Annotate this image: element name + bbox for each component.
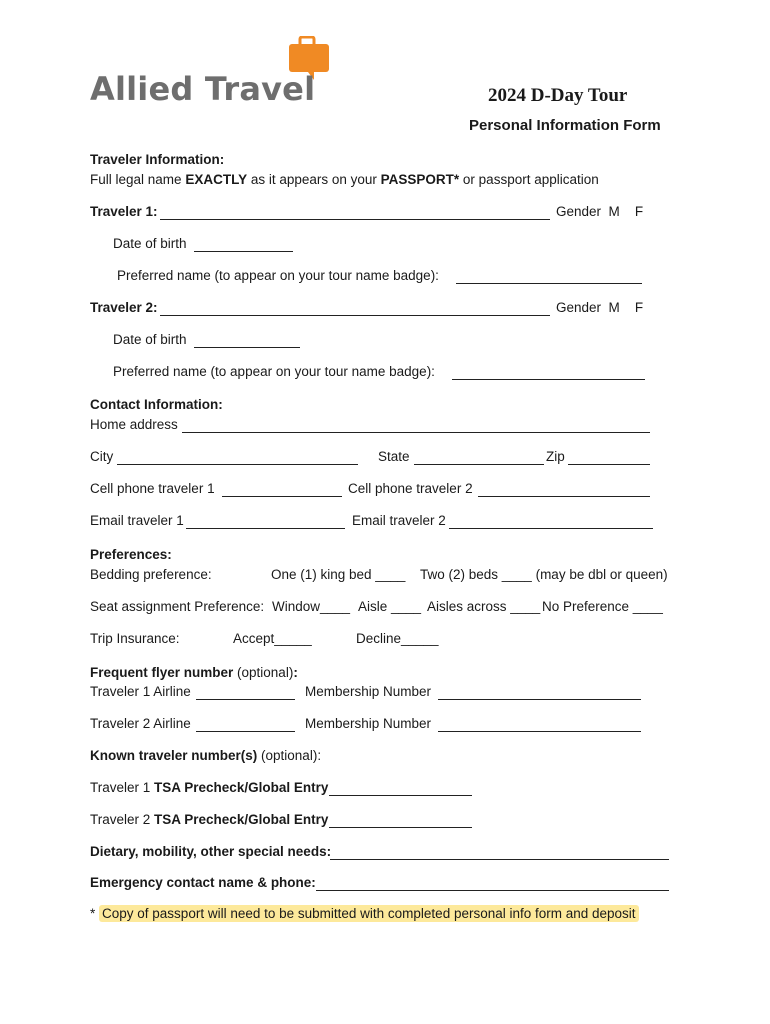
home-address-field[interactable] — [182, 432, 650, 433]
gender-m-option[interactable]: M — [608, 204, 620, 219]
zip-label: Zip — [546, 449, 565, 464]
home-address-label: Home address — [90, 417, 178, 432]
gender-m-option[interactable]: M — [608, 300, 620, 315]
t2-membership-label: Membership Number — [305, 716, 432, 731]
special-needs-field[interactable] — [330, 859, 669, 860]
t2-tsa-field[interactable] — [329, 827, 472, 828]
t2-airline-field[interactable] — [196, 731, 295, 732]
bedding-label: Bedding preference: — [90, 567, 212, 582]
brand-name: Allied Travel — [90, 70, 316, 108]
seat-aisle-option[interactable]: Aisle ____ — [358, 599, 422, 614]
insurance-accept-option[interactable]: Accept_____ — [233, 631, 312, 646]
t2-airline-label: Traveler 2 Airline — [90, 716, 191, 731]
emergency-contact-field[interactable] — [316, 890, 669, 891]
emergency-contact-label: Emergency contact name & phone: — [90, 875, 316, 890]
t1-tsa-label: Traveler 1 TSA Precheck/Global Entry — [90, 780, 329, 795]
t1-tsa-field[interactable] — [329, 795, 472, 796]
traveler1-label: Traveler 1: — [90, 204, 158, 219]
special-needs-label: Dietary, mobility, other special needs: — [90, 844, 332, 859]
cell2-field[interactable] — [478, 496, 650, 497]
city-label: City — [90, 449, 114, 464]
city-field[interactable] — [117, 464, 358, 465]
passport-footnote-text: Copy of passport will need to be submitted with completed personal info form and deposit — [99, 905, 639, 922]
contact-heading: Contact Information: — [90, 397, 223, 412]
gender-f-option[interactable]: F — [634, 204, 644, 219]
seat-label: Seat assignment Preference: — [90, 599, 265, 614]
known-traveler-heading: Known traveler number(s) (optional): — [90, 748, 322, 763]
traveler2-label: Traveler 2: — [90, 300, 158, 315]
t2-membership-field[interactable] — [438, 731, 641, 732]
preferences-heading: Preferences: — [90, 547, 172, 562]
seat-across-option[interactable]: Aisles across ____ — [427, 599, 541, 614]
traveler2-gender: Gender M F — [556, 300, 644, 315]
insurance-label: Trip Insurance: — [90, 631, 180, 646]
cell1-label: Cell phone traveler 1 — [90, 481, 215, 496]
bedding-two-beds-option[interactable]: Two (2) beds ____ (may be dbl or queen) — [420, 567, 668, 582]
state-label: State — [378, 449, 410, 464]
bedding-king-option[interactable]: One (1) king bed ____ — [271, 567, 406, 582]
traveler1-name-field[interactable] — [160, 219, 550, 220]
t1-airline-label: Traveler 1 Airline — [90, 684, 191, 699]
traveler-info-heading: Traveler Information: — [90, 152, 225, 167]
traveler2-preferred-field[interactable] — [452, 379, 645, 380]
passport-footnote: * Copy of passport will need to be submitted with completed personal info form and deposit — [90, 906, 639, 922]
traveler2-name-field[interactable] — [160, 315, 550, 316]
t1-airline-field[interactable] — [196, 699, 295, 700]
traveler1-preferred-label: Preferred name (to appear on your tour name badge): — [117, 268, 439, 283]
cell1-field[interactable] — [222, 496, 342, 497]
traveler1-preferred-field[interactable] — [456, 283, 642, 284]
traveler2-dob-label: Date of birth — [113, 332, 187, 347]
seat-nopref-option[interactable]: No Preference ____ — [542, 599, 663, 614]
frequent-flyer-heading: Frequent flyer number (optional): — [90, 665, 298, 680]
page-title: 2024 D-Day Tour — [488, 85, 628, 106]
t2-tsa-label: Traveler 2 TSA Precheck/Global Entry — [90, 812, 329, 827]
traveler1-gender: Gender M F — [556, 204, 644, 219]
traveler2-preferred-label: Preferred name (to appear on your tour name badge): — [113, 364, 435, 379]
email2-field[interactable] — [449, 528, 653, 529]
t1-membership-label: Membership Number — [305, 684, 432, 699]
traveler2-dob-field[interactable] — [194, 347, 300, 348]
state-field[interactable] — [414, 464, 544, 465]
cell2-label: Cell phone traveler 2 — [348, 481, 473, 496]
email1-field[interactable] — [186, 528, 345, 529]
t1-membership-field[interactable] — [438, 699, 641, 700]
seat-window-option[interactable]: Window____ — [272, 599, 351, 614]
email1-label: Email traveler 1 — [90, 513, 184, 528]
gender-f-option[interactable]: F — [634, 300, 644, 315]
traveler-info-note: Full legal name EXACTLY as it appears on your PASSPORT* or passport application — [90, 172, 599, 187]
insurance-decline-option[interactable]: Decline_____ — [356, 631, 439, 646]
zip-field[interactable] — [568, 464, 650, 465]
traveler1-dob-field[interactable] — [194, 251, 293, 252]
email2-label: Email traveler 2 — [352, 513, 446, 528]
page-subtitle: Personal Information Form — [469, 117, 661, 134]
traveler1-dob-label: Date of birth — [113, 236, 187, 251]
